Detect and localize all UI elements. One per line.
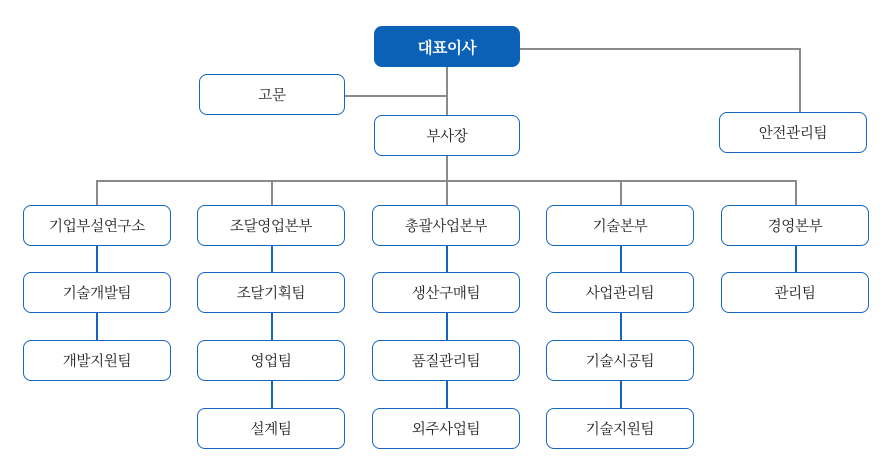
node-team-production-purchase[interactable]: 생산구매팀 bbox=[372, 272, 520, 313]
connector-ceo-to-safety-h bbox=[520, 48, 800, 50]
node-team-tech-support[interactable]: 기술지원팀 bbox=[546, 408, 694, 449]
node-team-design[interactable]: 설계팀 bbox=[197, 408, 345, 449]
node-division-procurement-sales[interactable]: 조달영업본부 bbox=[197, 205, 345, 246]
node-division-management[interactable]: 경영본부 bbox=[721, 205, 869, 246]
node-team-dev-support[interactable]: 개발지원팀 bbox=[23, 340, 171, 381]
connector-drop-col1 bbox=[96, 180, 98, 205]
connector-drop-col3 bbox=[446, 180, 448, 205]
connector-vp-vertical bbox=[446, 156, 448, 181]
node-team-tech-dev[interactable]: 기술개발팀 bbox=[23, 272, 171, 313]
connector-safety-vertical bbox=[799, 48, 801, 112]
node-ceo[interactable]: 대표이사 bbox=[374, 26, 520, 67]
node-advisor[interactable]: 고문 bbox=[199, 74, 345, 115]
node-team-quality-control[interactable]: 품질관리팀 bbox=[372, 340, 520, 381]
node-team-business-management[interactable]: 사업관리팀 bbox=[546, 272, 694, 313]
node-team-sales[interactable]: 영업팀 bbox=[197, 340, 345, 381]
node-team-administration[interactable]: 관리팀 bbox=[721, 272, 869, 313]
node-division-general-business[interactable]: 총괄사업본부 bbox=[372, 205, 520, 246]
connector-drop-col5 bbox=[795, 180, 797, 205]
node-team-outsourcing[interactable]: 외주사업팀 bbox=[372, 408, 520, 449]
node-safety-team[interactable]: 안전관리팀 bbox=[719, 112, 867, 153]
connector-ceo-vertical bbox=[446, 66, 448, 116]
connector-advisor-h bbox=[344, 95, 447, 97]
node-team-procurement-planning[interactable]: 조달기획팀 bbox=[197, 272, 345, 313]
connector-drop-col2 bbox=[271, 180, 273, 205]
node-division-technology[interactable]: 기술본부 bbox=[546, 205, 694, 246]
node-team-tech-construction[interactable]: 기술시공팀 bbox=[546, 340, 694, 381]
connector-drop-col4 bbox=[620, 180, 622, 205]
node-vice-president[interactable]: 부사장 bbox=[374, 115, 520, 156]
node-division-research[interactable]: 기업부설연구소 bbox=[23, 205, 171, 246]
